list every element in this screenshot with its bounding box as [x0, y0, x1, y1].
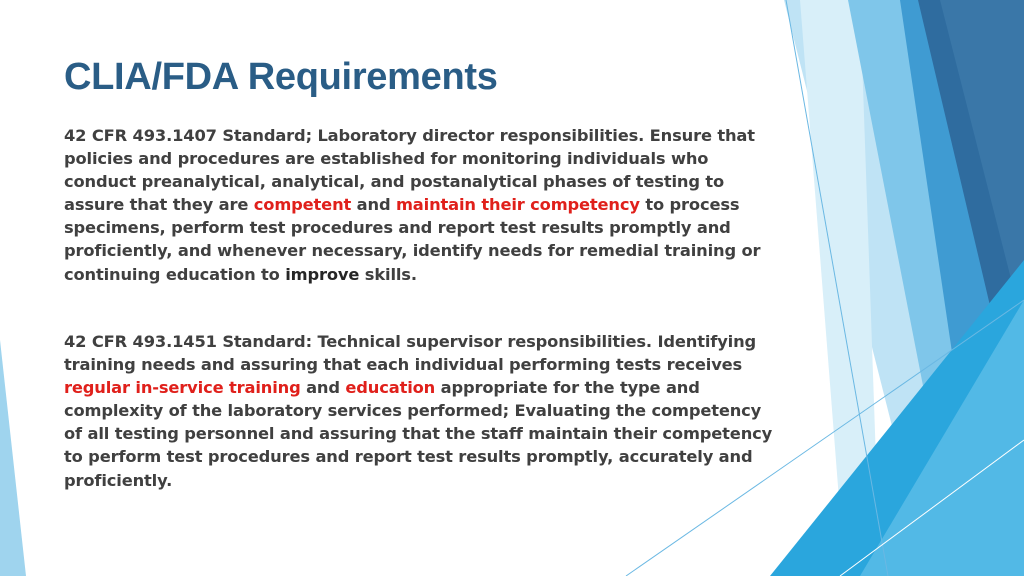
- p1-highlight-maintain-competency: maintain their competency: [395, 195, 640, 215]
- p1-text-1: 42 CFR 493.1407 Standard; Laboratory director responsibilities. Ensure that policies and procedures are established for monitoring individuals who conduct preanalytical, analytical, and postanalytical phases of testing to assure that they are: [64, 126, 755, 215]
- paragraph-director-responsibilities: [64, 124, 776, 286]
- p1-text-3: to process specimens, perform test procedures and report test results promptly and proficiently, and whenever necessary, identify needs for remedial training or continuing education to: [64, 195, 761, 284]
- p2-text-1: 42 CFR 493.1451 Standard: Technical supervisor responsibilities. Identifying training needs and assuring that each individual performing tests receives: [64, 332, 757, 375]
- p2-highlight-education: education: [345, 378, 436, 398]
- left-accent-sliver: [0, 340, 26, 576]
- p2-text-2: and: [300, 378, 346, 398]
- paragraph-supervisor-responsibilities: [64, 330, 776, 492]
- p2-text-3: appropriate for the type and complexity of the laboratory services performed; Evaluating the competency of all testing personnel and assuring that the staff maintain their competency to perform test procedures and report test results promptly, accurately and proficiently.: [64, 378, 773, 490]
- p1-highlight-improve: improve: [285, 264, 360, 284]
- p1-text-4: skills.: [359, 264, 417, 284]
- slide-title: CLIA/FDA Requirements: [64, 56, 498, 98]
- p1-highlight-competent: competent: [253, 195, 352, 215]
- p1-text-2: and: [351, 195, 396, 215]
- p2-highlight-in-service-training: regular in-service training: [64, 378, 301, 398]
